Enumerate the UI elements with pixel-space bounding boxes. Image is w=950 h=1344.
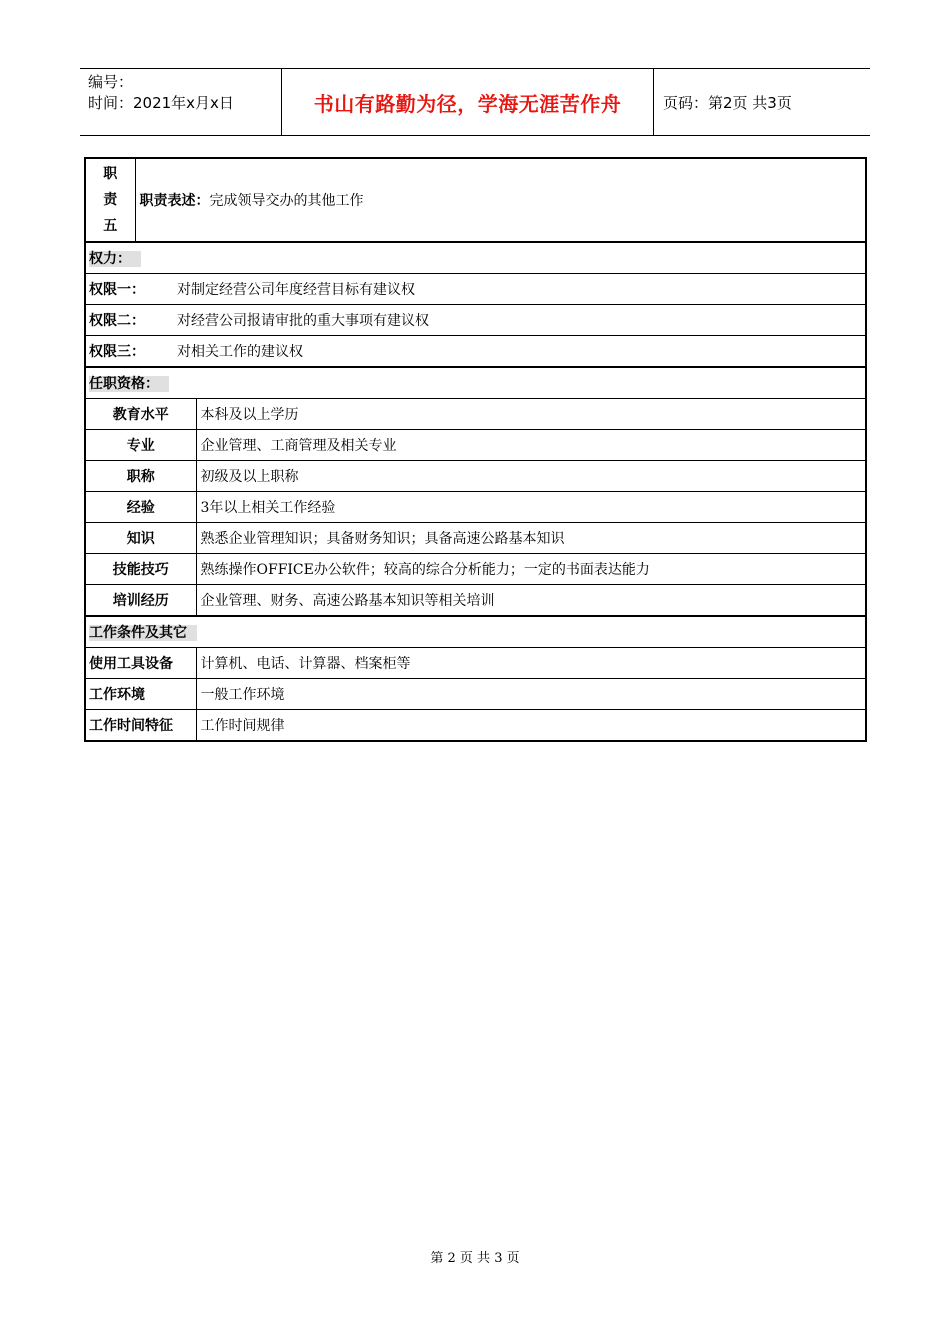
work-condition-value: 计算机、电话、计算器、档案柜等 <box>196 648 866 679</box>
authority-cell <box>85 336 866 368</box>
qualification-key: 知识 <box>85 523 196 554</box>
qualification-key: 职称 <box>85 461 196 492</box>
work-condition-row <box>85 679 866 710</box>
document-number-label: 编号： <box>88 73 134 91</box>
qualification-row <box>85 399 866 430</box>
work-conditions-title-cell <box>85 616 866 648</box>
work-condition-value: 一般工作环境 <box>196 679 866 710</box>
qualification-value: 企业管理、财务、高速公路基本知识等相关培训 <box>196 585 866 617</box>
qualification-value: 熟练操作OFFICE办公软件；较高的综合分析能力；一定的书面表达能力 <box>196 554 866 585</box>
page-header <box>80 68 870 136</box>
qualification-key: 经验 <box>85 492 196 523</box>
qualification-key: 专业 <box>85 430 196 461</box>
header-motto-cell <box>282 69 654 135</box>
duty-label-char: 五 <box>103 218 118 234</box>
duty-five-description <box>135 158 866 242</box>
qualification-row <box>85 430 866 461</box>
authority-text: 对相关工作的建议权 <box>177 344 303 360</box>
job-description-table <box>84 157 865 742</box>
qualification-value: 熟悉企业管理知识；具备财务知识；具备高速公路基本知识 <box>196 523 866 554</box>
authority-label: 权限一： <box>89 282 145 298</box>
header-meta <box>80 69 282 135</box>
duty-label-char: 职 <box>103 166 118 182</box>
document-time: 时间：2021年x月x日 <box>88 94 234 112</box>
qualification-value: 初级及以上职称 <box>196 461 866 492</box>
duty-desc-label: 职责表述： <box>139 193 210 209</box>
header-motto: 书山有路勤为径，学海无涯苦作舟 <box>313 91 622 116</box>
qualification-row <box>85 461 866 492</box>
work-condition-row <box>85 710 866 742</box>
duty-label-char: 责 <box>103 192 118 208</box>
duty-five-row <box>85 158 866 242</box>
work-condition-key: 使用工具设备 <box>85 648 196 679</box>
authority-label: 权限三： <box>89 344 145 360</box>
qualification-value: 3年以上相关工作经验 <box>196 492 866 523</box>
qualification-row <box>85 492 866 523</box>
work-condition-value: 工作时间规律 <box>196 710 866 742</box>
qualification-row <box>85 554 866 585</box>
qualification-title: 任职资格： <box>89 376 169 392</box>
qualification-row <box>85 523 866 554</box>
qualification-title-cell <box>85 367 866 399</box>
work-conditions-section-header <box>85 616 866 648</box>
authority-row <box>85 336 866 368</box>
authority-text: 对制定经营公司年度经营目标有建议权 <box>177 282 415 298</box>
work-conditions-title: 工作条件及其它 <box>89 625 197 641</box>
page-footer: 第 2 页 共 3 页 <box>430 1251 520 1266</box>
qualification-value: 本科及以上学历 <box>196 399 866 430</box>
authority-section-header <box>85 242 866 274</box>
qualification-value: 企业管理、工商管理及相关专业 <box>196 430 866 461</box>
header-page-info: 页码：第2页 共3页 <box>663 93 792 112</box>
authority-row <box>85 305 866 336</box>
work-condition-key: 工作环境 <box>85 679 196 710</box>
authority-cell <box>85 274 866 305</box>
qualification-key: 教育水平 <box>85 399 196 430</box>
work-condition-row <box>85 648 866 679</box>
authority-title: 权力： <box>89 251 141 267</box>
duty-desc-text: 完成领导交办的其他工作 <box>209 193 364 209</box>
authority-row <box>85 274 866 305</box>
authority-cell <box>85 305 866 336</box>
qualification-key: 培训经历 <box>85 585 196 617</box>
qualification-section-header <box>85 367 866 399</box>
authority-title-cell <box>85 242 866 274</box>
qualification-row <box>85 585 866 617</box>
authority-label: 权限二： <box>89 313 145 329</box>
work-condition-key: 工作时间特征 <box>85 710 196 742</box>
authority-text: 对经营公司报请审批的重大事项有建议权 <box>177 313 429 329</box>
qualification-key: 技能技巧 <box>85 554 196 585</box>
duty-five-label <box>85 158 135 242</box>
